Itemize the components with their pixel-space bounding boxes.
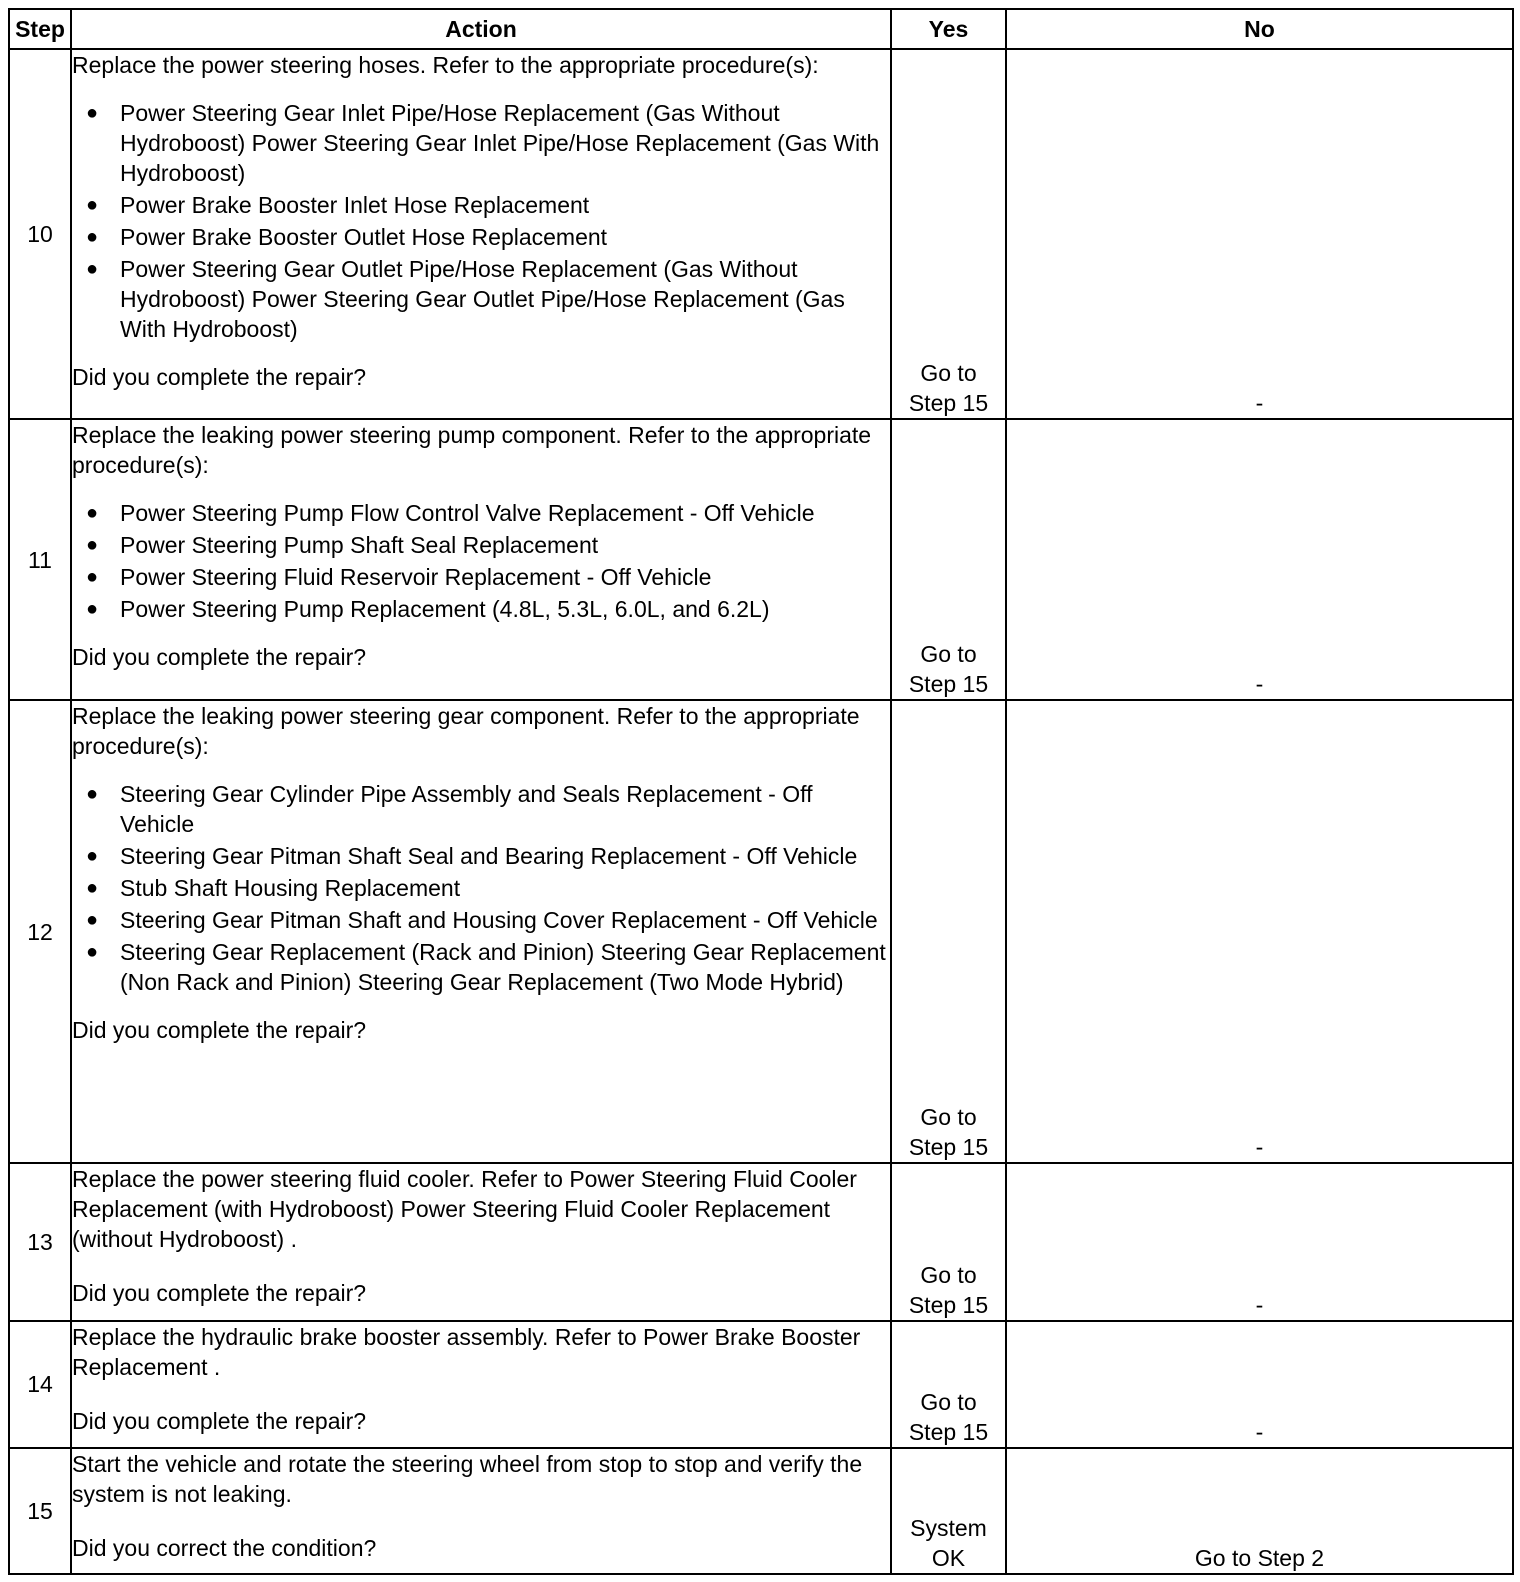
action-cell: [71, 1321, 891, 1448]
action-question: Did you complete the repair?: [72, 1016, 367, 1043]
yes-line-2: Step 15: [908, 1418, 989, 1445]
procedure-item: ● Power Steering Pump Flow Control Valve Replacement - Off Vehicle: [120, 498, 890, 528]
yes-cell: [891, 1448, 1006, 1574]
table-row: [9, 49, 1513, 419]
yes-cell: [891, 1163, 1006, 1320]
action-question: Did you correct the condition?: [72, 1534, 377, 1561]
no-cell: -: [1006, 700, 1513, 1163]
yes-line-2: Step 15: [908, 390, 989, 417]
procedure-item: ● Power Brake Booster Outlet Hose Replacement: [120, 222, 890, 252]
header-row: [9, 9, 1513, 49]
action-intro: Replace the leaking power steering gear component. Refer to the appropriate procedure(s):: [72, 702, 860, 759]
procedure-item: ● Power Steering Pump Replacement (4.8L, 5.3L, 6.0L, and 6.2L): [120, 594, 890, 624]
procedure-list: [72, 98, 890, 344]
procedure-item: ● Steering Gear Pitman Shaft Seal and Bearing Replacement - Off Vehicle: [120, 841, 890, 871]
action-intro: Start the vehicle and rotate the steering wheel from stop to stop and verify the system is not leaking.: [72, 1450, 863, 1507]
action-cell: [71, 700, 891, 1163]
action-intro: Replace the leaking power steering pump component. Refer to the appropriate procedure(s):: [72, 422, 872, 479]
yes-line-2: Step 15: [908, 670, 989, 697]
procedure-item: ● Power Steering Fluid Reservoir Replacement - Off Vehicle: [120, 562, 890, 592]
header-yes: Yes: [891, 9, 1006, 49]
action-question: Did you complete the repair?: [72, 364, 367, 390]
action-question: Did you complete the repair?: [72, 1407, 367, 1434]
no-cell: Go to Step 2: [1006, 1448, 1513, 1574]
table-row: [9, 419, 1513, 700]
procedure-item: ● Power Brake Booster Inlet Hose Replacement: [120, 190, 890, 220]
procedure-item: ● Power Steering Pump Shaft Seal Replacement: [120, 530, 890, 560]
step-number: 14: [9, 1321, 71, 1448]
yes-cell: [891, 700, 1006, 1163]
action-intro: Replace the power steering hoses. Refer to the appropriate procedure(s):: [72, 52, 819, 78]
action-cell: [71, 419, 891, 700]
no-cell: -: [1006, 1163, 1513, 1320]
procedure-item: ● Steering Gear Cylinder Pipe Assembly and Seals Replacement - Off Vehicle: [120, 779, 890, 839]
header-step: Step: [9, 9, 71, 49]
action-cell: [71, 49, 891, 419]
procedure-item: ● Power Steering Gear Inlet Pipe/Hose Replacement (Gas Without Hydroboost) Power Steering Gear Inlet Pipe/Hose Replacement (Gas With Hydroboost): [120, 98, 890, 188]
yes-cell: [891, 1321, 1006, 1448]
header-no: No: [1006, 9, 1513, 49]
procedure-item: ● Steering Gear Pitman Shaft and Housing Cover Replacement - Off Vehicle: [120, 905, 890, 935]
step-number: 12: [9, 700, 71, 1163]
yes-line-1: Go to: [920, 1388, 977, 1415]
table-row: [9, 700, 1513, 1163]
table-row: [9, 1448, 1513, 1574]
yes-line-2: Step 15: [908, 1291, 989, 1318]
action-intro: Replace the hydraulic brake booster assembly. Refer to Power Brake Booster Replacement .: [72, 1323, 861, 1380]
yes-line-2: Step 15: [908, 1134, 989, 1161]
diagnostic-table: [8, 8, 1514, 1575]
action-intro: Replace the power steering fluid cooler. Refer to Power Steering Fluid Cooler Replacement (with Hydroboost) Power Steering Fluid Cooler Replacement (without Hydroboost) .: [72, 1166, 857, 1253]
yes-line-1: Go to: [920, 1104, 977, 1131]
action-question: Did you complete the repair?: [72, 1280, 367, 1307]
procedure-item: ● Power Steering Gear Outlet Pipe/Hose Replacement (Gas Without Hydroboost) Power Steering Gear Outlet Pipe/Hose Replacement (Gas With Hydroboost): [120, 254, 890, 344]
table-row: [9, 1163, 1513, 1320]
yes-line-1: Go to: [920, 1261, 977, 1288]
no-cell: -: [1006, 49, 1513, 419]
yes-line-2: OK: [931, 1545, 966, 1571]
yes-cell: [891, 49, 1006, 419]
procedure-item: ● Stub Shaft Housing Replacement: [120, 873, 890, 903]
procedure-list: [72, 498, 890, 624]
procedure-list: [72, 779, 890, 997]
header-action: Action: [71, 9, 891, 49]
yes-cell: [891, 419, 1006, 700]
action-question: Did you complete the repair?: [72, 644, 367, 671]
action-cell: [71, 1448, 891, 1574]
action-cell: [71, 1163, 891, 1320]
yes-line-1: Go to: [920, 360, 977, 387]
table-row: [9, 1321, 1513, 1448]
step-number: 10: [9, 49, 71, 419]
yes-line-1: System: [910, 1515, 987, 1541]
step-number: 15: [9, 1448, 71, 1574]
yes-line-1: Go to: [920, 640, 977, 667]
no-cell: -: [1006, 419, 1513, 700]
step-number: 13: [9, 1163, 71, 1320]
procedure-item: ● Steering Gear Replacement (Rack and Pinion) Steering Gear Replacement (Non Rack and Pinion) Steering Gear Replacement (Two Mode Hybrid): [120, 937, 890, 997]
no-cell: -: [1006, 1321, 1513, 1448]
step-number: 11: [9, 419, 71, 700]
